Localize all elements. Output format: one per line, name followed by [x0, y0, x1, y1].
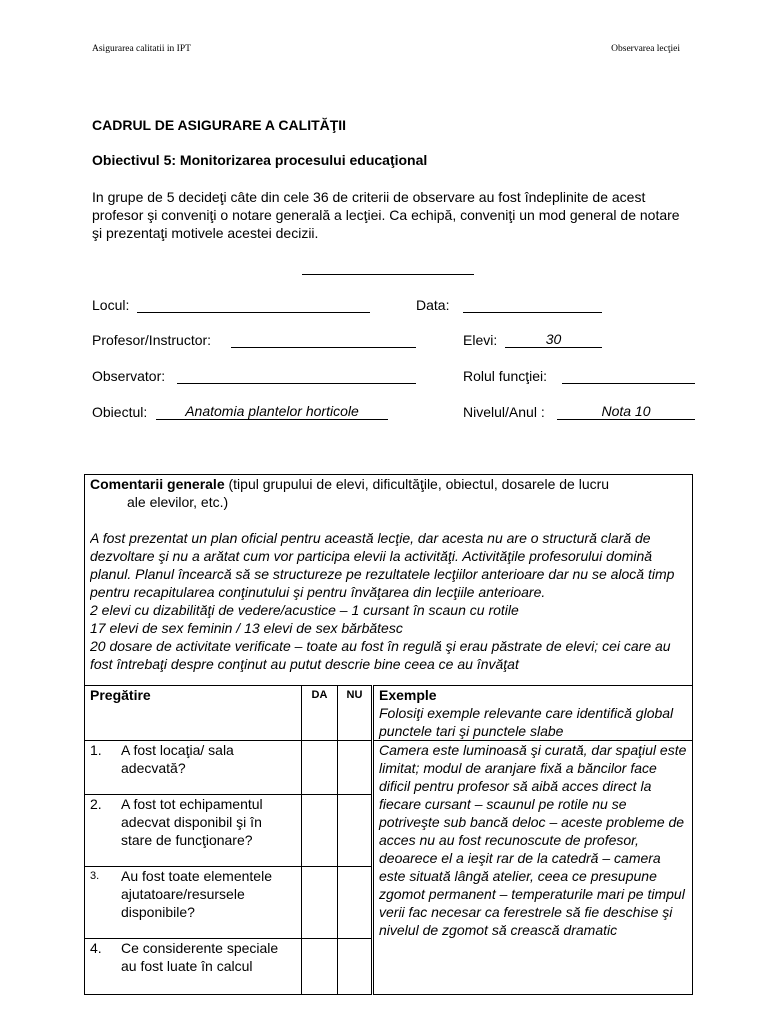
data-label: Data:	[416, 297, 450, 313]
col-pregatire: Pregătire	[85, 686, 302, 741]
col-exemple	[373, 686, 693, 741]
locul-field[interactable]	[137, 296, 370, 313]
exemple-hint: Folosiţi exemple relevante care identifică global punctele tari şi punctele slabe	[379, 705, 674, 739]
da-cell[interactable]	[302, 795, 338, 867]
nu-cell[interactable]	[338, 939, 373, 995]
question-number: 2.	[90, 796, 102, 812]
obiectul-label: Obiectul:	[92, 404, 148, 420]
header-left: Asigurarea calitatii in IPT	[92, 44, 191, 54]
comments-heading	[90, 475, 687, 493]
question-number: 3.	[90, 870, 100, 882]
comments-line-disabilities: 2 elevi cu dizabilităţi de vedere/acustice – 1 cursant în scaun cu rotile	[90, 602, 519, 618]
objective-heading: Obiectivul 5: Monitorizarea procesului educaţional	[92, 152, 428, 168]
da-cell[interactable]	[302, 867, 338, 939]
elevi-label: Elevi:	[463, 332, 498, 348]
elevi-field[interactable]: 30	[505, 331, 602, 348]
nu-cell[interactable]	[338, 795, 373, 867]
general-comments	[90, 475, 687, 685]
document-title: CADRUL DE ASIGURARE A CALITĂŢII	[92, 117, 347, 133]
question-text: A fost tot echipamentul adecvat disponibil şi în stare de funcţionare?	[121, 796, 263, 848]
nu-cell[interactable]	[338, 741, 373, 795]
da-cell[interactable]	[302, 939, 338, 995]
question-text: Ce considerente speciale au fost luate în calcul	[121, 940, 279, 974]
observator-field[interactable]	[177, 367, 416, 384]
separator-line	[302, 260, 474, 275]
observator-label: Observator:	[92, 368, 166, 384]
nivelul-label: Nivelul/Anul :	[463, 404, 545, 420]
question-text: A fost locaţia/ sala adecvată?	[121, 742, 234, 776]
question-number: 4.	[90, 940, 102, 956]
question-row-3	[85, 867, 302, 939]
comments-heading-rest: (tipul grupului de elevi, dificultăţile, obiectul, dosarele de lucru	[224, 476, 610, 492]
data-field[interactable]	[463, 296, 602, 313]
profesor-field[interactable]	[231, 331, 416, 348]
profesor-label: Profesor/Instructor:	[92, 332, 212, 348]
example-cell: Camera este luminoasă şi curată, dar spaţiul este limitat; modul de aranjare fixă a băncilor face dificil pentru profesor să aibă acces direct la fiecare cursant – scaunul pe rotile nu se potriveşte sub bancă deloc – aceste probleme de acces nu au fost recunoscute de profesor, deoarece el a ieşit rar de la catedră – camera este situată lângă atelier, ceea ce presupune zgomot permanent – temperaturile mari pe timpul verii fac necesar ca ferestrele să fie deschise şi nivelul de zgomot să crească dramatic	[373, 741, 693, 995]
question-number: 1.	[90, 742, 102, 758]
col-nu: NU	[338, 686, 373, 741]
nivelul-field[interactable]: Nota 10	[557, 403, 695, 420]
comments-line-gender: 17 elevi de sex feminin / 13 elevi de sex bărbătesc	[90, 620, 403, 636]
col-da: DA	[302, 686, 338, 741]
question-row-4	[85, 939, 302, 995]
locul-label: Locul:	[92, 297, 130, 313]
comments-paragraph: A fost prezentat un plan oficial pentru această lecţie, dar acesta nu are o structură clară de dezvoltare şi nu a arătat cum vor participa elevii la activităţi. Activităţile profesorului domină planul. Planul încearcă să se structureze pe rezultatele lecţiilor anterioare dar nu se alocă timp pentru recapitularea conţinutului şi pentru învăţarea din lecţiile anterioare.	[90, 530, 675, 600]
rolul-field[interactable]	[562, 367, 695, 384]
rolul-label: Rolul funcţiei:	[463, 368, 548, 384]
comments-heading-cont: ale elevilor, etc.)	[127, 494, 229, 510]
intro-paragraph: In grupe de 5 decideţi câte din cele 36 de criterii de observare au fost îndeplinite de acest profesor şi conveniţi o notare generală a lecţiei. Ca echipă, conveniţi un mod general de notare şi prezentaţi motivele acestei decizii.	[92, 189, 680, 241]
nu-cell[interactable]	[338, 867, 373, 939]
comments-line-dossiers: 20 dosare de activitate verificate – toate au fost în regulă şi erau păstrate de elevi; cei care au fost întrebaţi despre conţinut au putut descrie bine ceea ce au învăţat	[90, 638, 671, 672]
header-right: Observarea lecţiei	[611, 44, 680, 54]
question-text: Au fost toate elementele ajutatoare/resursele disponibile?	[121, 868, 272, 920]
observation-table	[84, 474, 693, 995]
da-cell[interactable]	[302, 741, 338, 795]
comments-heading-bold: Comentarii generale	[90, 476, 225, 492]
exemple-heading: Exemple	[379, 687, 437, 703]
obiectul-field[interactable]: Anatomia plantelor horticole	[156, 403, 388, 420]
question-row-2	[85, 795, 302, 867]
question-row-1	[85, 741, 302, 795]
general-comments-cell	[85, 475, 693, 686]
